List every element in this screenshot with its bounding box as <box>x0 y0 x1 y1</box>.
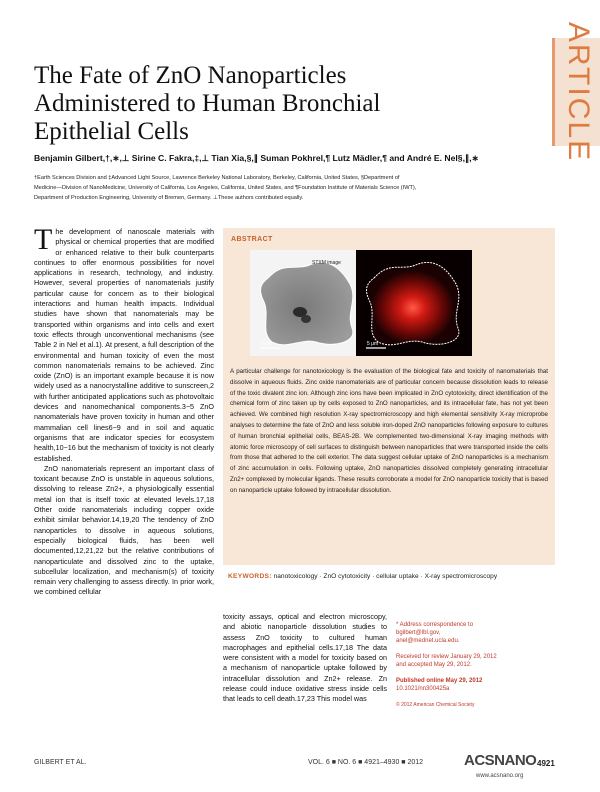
received-dates: Received for review January 29, 2012 and accepted May 29, 2012. <box>396 654 497 668</box>
footer-author: GILBERT ET AL. <box>34 759 87 766</box>
article-type-label: ARTICLE <box>561 21 595 163</box>
stxm-image-graphic <box>250 250 366 356</box>
drop-cap: T <box>34 223 53 256</box>
abstract-heading: ABSTRACT <box>231 236 273 243</box>
zinc-map-graphic <box>356 250 472 356</box>
intro-paragraph-2: ZnO nanomaterials represent an important class of toxicant because ZnO is unstable in aqueous solutions, dissolving to release Zn2+, a physiologically essential metal ion that is itself toxic at elevated levels.17,18 Other oxide nanomaterials including copper oxide exhibit similar behavior.14,19,20 The tendency of ZnO nanoparticles to dissolve in aqueous solutions, especially biological fluids, has been well documented,12,21,22 but the relative contributions of nanoparticulate and dissolved zinc to the uptake, subcellular localization, and mechanism(s) of toxicity remain very challenging to assess directly. In prior work, we combined cellular <box>34 463 214 597</box>
article-title <box>34 62 554 146</box>
title-line: Administered to Human Bronchial <box>34 90 381 117</box>
correspondence: * Address correspondence to bgilbert@lbl.gov, anel@mednet.ucla.edu. <box>396 621 556 645</box>
title-line: The Fate of ZnO Nanoparticles <box>34 62 347 89</box>
email-link[interactable]: bgilbert@lbl.gov, <box>396 630 441 636</box>
author-list: Benjamin Gilbert,†,∗,⊥ Sirine C. Fakra,‡,⊥ Tian Xia,§,∥ Suman Pokhrel,¶ Lutz Mädler,¶ and André E. Nel§,∥,∗ <box>34 153 479 163</box>
intro-column <box>34 223 214 598</box>
affiliation-line: Medicine—Division of NanoMedicine, University of California, Los Angeles, California, United States, and ¶Foundation Institute of Materials Science (IWT), <box>34 185 417 191</box>
article-info <box>396 621 556 709</box>
keywords-list: nanotoxicology · ZnO cytotoxicity · cellular uptake · X-ray spectromicroscopy <box>273 573 498 580</box>
doi[interactable]: 10.1021/nn300425a <box>396 686 450 692</box>
affiliation-line: †Earth Sciences Division and ‡Advanced Light Source, Lawrence Berkeley National Laboratory, Berkeley, California, United States, §Department of <box>34 175 400 181</box>
abstract-text: A particular challenge for nanotoxicology is the evaluation of the biological fate and toxicity of nanomaterials that dissolve in aqueous fluids. Zinc oxide nanomaterials are of particular concern because dissolution leads to release of the toxic divalent zinc ion. Although zinc ions have been implicated in ZnO cytotoxicity, direct identification of the chemical form of zinc taken up by cells exposed to ZnO nanoparticles, and its intracellular fate, has not yet been achieved. We combined high resolution X-ray spectromicroscopy and high elemental sensitivity X-ray microprobe analyses to determine the fate of ZnO and less soluble iron-doped ZnO nanoparticles following exposure to cultures of human bronchial epithelial cells, BEAS-2B. We complemented two-dimensional X-ray imaging methods with atomic force microscopy of cell surfaces to distinguish between nanoparticles that were transported inside the cells from those that adhered to the cell exterior. The data suggest cellular uptake of ZnO nanoparticles is a mechanism of zinc accumulation in cells. Following uptake, ZnO nanoparticles dissolved completely generating intracellular Zn2+ complexed by molecular ligands. These results corroborate a model for ZnO nanoparticle toxicity that is based on nanoparticle uptake followed by intracellular dissolution. <box>230 368 548 494</box>
publication-info: Published online May 29, 2012 10.1021/nn300425a <box>396 677 556 693</box>
journal-logo: ACSNANO <box>464 752 537 769</box>
body-column-2: toxicity assays, optical and electron microscopy, and abiotic nanoparticle dissolution studies to assess ZnO toxicity to cultured human macrophages and epithelial cells.17,18 The data were consistent with a model for toxicity based on a mechanism of nanoparticle uptake followed by intracellular dissolution and Zn2+ release. Zn release could induce oxidative stress inside cells that leads to cell death.17,23 This model was <box>223 612 387 704</box>
article-type-tab <box>552 21 600 163</box>
stxm-image <box>250 250 366 356</box>
email-link[interactable]: anel@mednet.ucla.edu. <box>396 638 460 644</box>
intro-paragraph-1: The development of nanoscale materials with physical or chemical properties that are modified or enhanced relative to their bulk counterparts continues to offer enormous possibilities for novel applications in research, technology, and industry. However, several properties of nanomaterials justify particular cause for concern as to their biological interactions and human health impacts. Individual studies have shown that nanomaterials may be transported within organisms and into cells and exert toxic effects through unconventional mechanisms (see Table 2 in Nel et al.1). At present, a full description of the environmental and human toxicity of even the most common nanomaterials remains to be achieved. Zinc oxide (ZnO) is an important example because it is now widely used as a nanocrystalline additive to sunscreen,2 with further anticipated applications such as photovoltaic devices and nanomechanical components.3−5 ZnO nanomaterials have proven toxicity in human and other mammalian cell lines6−9 and in soil and aquatic organisms that are indicator species for ecosystem health,10−16 but the mechanism of toxicity is not clearly established. <box>34 223 214 463</box>
title-line: Epithelial Cells <box>34 118 189 145</box>
scale-bar-label: 5 μm <box>261 341 273 347</box>
footer-volume: VOL. 6 ■ NO. 6 ■ 4921–4930 ■ 2012 <box>308 759 424 766</box>
affiliation-line: Department of Production Engineering, University of Bremen, Germany. ⊥These authors contributed equally. <box>34 195 304 201</box>
keywords-label: KEYWORDS: <box>228 573 272 580</box>
keywords <box>228 572 558 581</box>
page-number: 4921 <box>537 759 555 768</box>
copyright: © 2012 American Chemical Society <box>396 702 475 708</box>
zinc-map-image <box>356 250 472 356</box>
stxm-image-label: STXM image <box>312 260 341 266</box>
journal-url[interactable]: www.acsnano.org <box>476 773 524 779</box>
affiliations <box>34 173 554 203</box>
scale-bar-label: 5 μm <box>367 341 379 347</box>
